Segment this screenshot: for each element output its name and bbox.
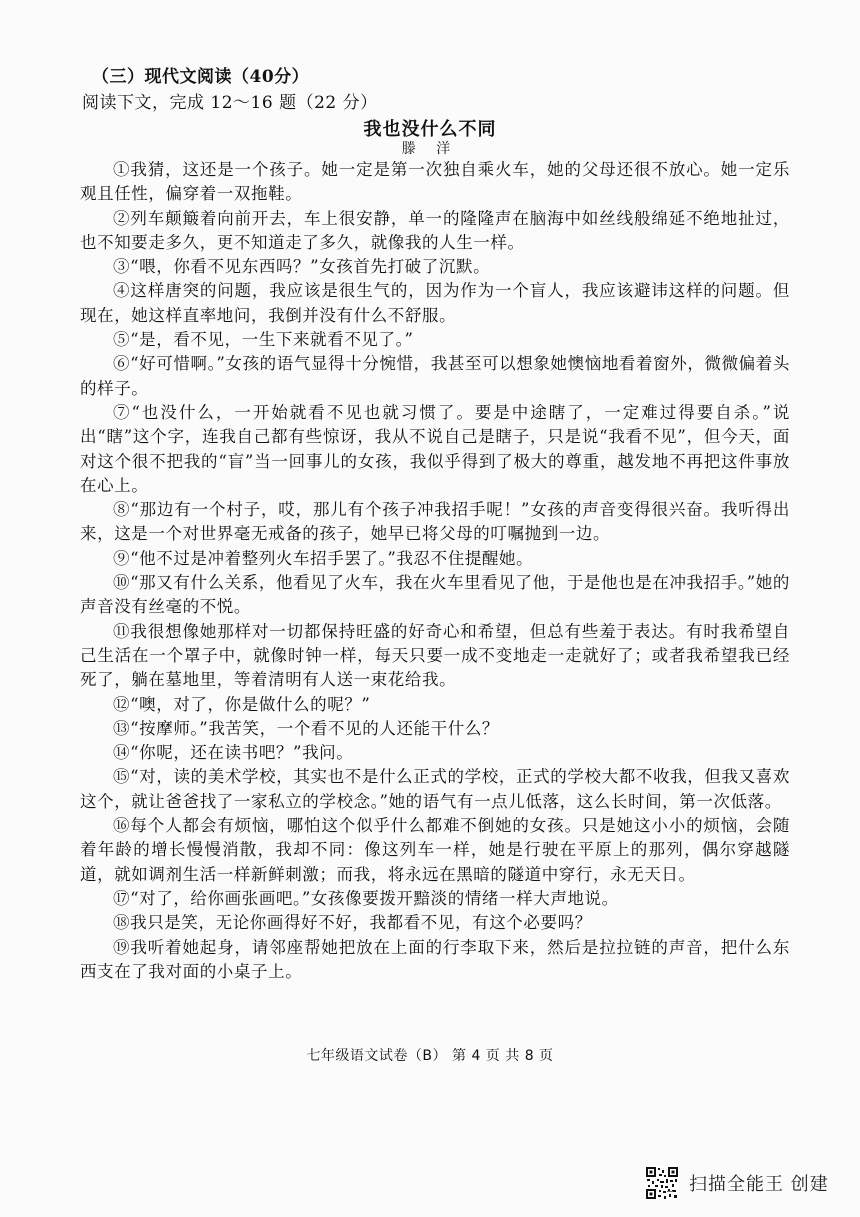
paragraph-5: ⑤“是，看不见，一生下来就看不见了。”: [113, 330, 414, 350]
section-title: （三）现代文阅读（40分）: [92, 67, 310, 87]
paragraph-7: ⑦“也没什么，一开始就看不见也就习惯了。要是中途瞎了，一定难过得要自杀。”说出“瞎”这个字，连我自己都有些惊讶，我从不说自己是瞎子，只是说“我看不见”，但今天，面对这个很不把我的“盲”当一回事儿的女孩，我似乎得到了极大的尊重，越发地不再把这件事放在心上。: [80, 402, 790, 495]
paragraph-3: ③“喂，你看不见东西吗？”女孩首先打破了沉默。: [113, 257, 491, 277]
paragraph-8: ⑧“那边有一个村子，哎，那儿有个孩子冲我招手呢！”女孩的声音变得很兴奋。我听得出来，这是一个对世界毫无戒备的孩子，她早已将父母的叮嘱抛到一边。: [80, 500, 790, 544]
paragraph-18: ⑱我只是笑，无论你画得好不好，我都看不见，有这个必要吗？: [113, 913, 592, 933]
paragraph-12: ⑫“噢，对了，你是做什么的呢？”: [113, 694, 371, 714]
watermark-text: 扫描全能王 创建: [689, 1174, 829, 1195]
paragraph-4: ④这样唐突的问题，我应该是很生气的，因为作为一个盲人，我应该避讳这样的问题。但现在，她这样直率地问，我倒并没有什么不舒服。: [80, 281, 790, 325]
paragraph-1: ①我猜，这还是一个孩子。她一定是第一次独自乘火车，她的父母还很不放心。她一定乐观且任性，偏穿着一双拖鞋。: [80, 160, 790, 204]
paragraph-16: ⑯每个人都会有烦恼，哪怕这个似乎什么都难不倒她的女孩。只是她这小小的烦恼，会随着年龄的增长慢慢消散，我却不同：像这列车一样，她是行驶在平原上的那列，偶尔穿越隧道，就如调剂生活一样新鲜刺激；而我，将永远在黑暗的隧道中穿行，永无天日。: [80, 816, 790, 884]
paragraph-9: ⑨“他不过是冲着整列火车招手罢了。”我忍不住提醒她。: [113, 548, 534, 568]
paragraph-15: ⑮“对，读的美术学校，其实也不是什么正式的学校，正式的学校大都不收我，但我又喜欢这个，就让爸爸找了一家私立的学校念。”她的语气有一点儿低落，这么长时间，第一次低落。: [80, 767, 790, 811]
article-author: 滕 洋: [401, 141, 459, 157]
question-instruction: 阅读下文，完成 12～16 题（22 分）: [82, 93, 378, 113]
article-body: [80, 158, 790, 984]
paragraph-19: ⑲我听着她起身，请邻座帮她把放在上面的行李取下来，然后是拉拉链的声音，把什么东西支在了我对面的小桌子上。: [80, 937, 790, 981]
page-footer: 七年级语文试卷（B） 第 4 页 共 8 页: [306, 1048, 554, 1064]
paragraph-10: ⑩“那又有什么关系，他看见了火车，我在火车里看见了他，于是他也是在冲我招手。”她的声音没有丝毫的不悦。: [80, 573, 790, 617]
paragraph-17: ⑰“对了，给你画张画吧。”女孩像要拨开黯淡的情绪一样大声地说。: [113, 888, 619, 908]
paragraph-14: ⑭“你呢，还在读书吧？”我问。: [113, 743, 354, 763]
article-title: 我也没什么不同: [363, 119, 497, 140]
paragraph-11: ⑪我很想像她那样对一切都保持旺盛的好奇心和希望，但总有些羞于表达。有时我希望自己生活在一个罩子中，就像时钟一样，每天只要一成不变地走一走就好了；或者我希望我已经死了，躺在墓地里，等着清明有人送一束花给我。: [80, 621, 790, 690]
scanner-watermark: [645, 1164, 829, 1202]
paragraph-2: ②列车颠簸着向前开去，车上很安静，单一的隆隆声在脑海中如丝线般绵延不绝地扯过，也不知要走多久，更不知道走了多久，就像我的人生一样。: [80, 208, 790, 252]
qr-code-icon: [645, 1166, 679, 1200]
paragraph-13: ⑬“按摩师。”我苦笑，一个看不见的人还能干什么？: [113, 718, 500, 738]
paragraph-6: ⑥“好可惜啊。”女孩的语气显得十分惋惜，我甚至可以想象她懊恼地看着窗外，微微偏着头的样子。: [80, 354, 790, 398]
